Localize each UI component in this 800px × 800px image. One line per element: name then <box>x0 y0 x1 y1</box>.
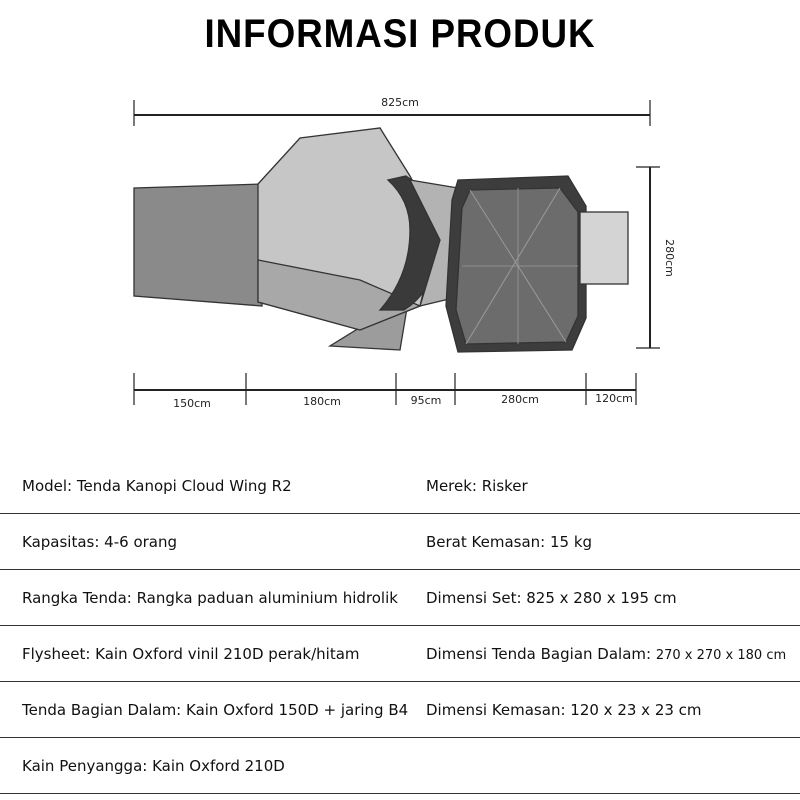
segment-label-3: 95cm <box>410 394 442 407</box>
spec-package-weight: Berat Kemasan: 15 kg <box>426 532 593 551</box>
spec-package-dimension: Dimensi Kemasan: 120 x 23 x 23 cm <box>426 700 702 719</box>
spec-inner-tent-dimension <box>426 645 786 663</box>
segment-label-1: 150cm <box>173 397 211 410</box>
segment-label-4: 280cm <box>501 393 539 406</box>
page-title: INFORMASI PRODUK <box>204 12 596 56</box>
spec-row <box>0 626 800 682</box>
spec-row <box>0 570 800 626</box>
tent-diagram <box>0 80 800 420</box>
spec-inner-tent-dimension-label: Dimensi Tenda Bagian Dalam: <box>426 644 652 663</box>
spec-row <box>0 738 800 794</box>
segment-label-5: 120cm <box>595 392 633 405</box>
total-length-label: 825cm <box>381 96 419 109</box>
spec-row <box>0 514 800 570</box>
spec-table <box>0 458 800 794</box>
height-dimension <box>636 167 660 348</box>
spec-flysheet: Flysheet: Kain Oxford vinil 210D perak/hitam <box>22 644 360 663</box>
tent-body <box>134 128 628 352</box>
spec-support-fabric: Kain Penyangga: Kain Oxford 210D <box>22 756 285 775</box>
spec-row <box>0 458 800 514</box>
spec-model: Model: Tenda Kanopi Cloud Wing R2 <box>22 476 292 495</box>
spec-inner-tent: Tenda Bagian Dalam: Kain Oxford 150D + jaring B4 <box>22 700 409 719</box>
height-label: 280cm <box>663 239 676 277</box>
spec-set-dimension: Dimensi Set: 825 x 280 x 195 cm <box>426 588 677 607</box>
spec-inner-tent-dimension-value: 270 x 270 x 180 cm <box>655 647 787 663</box>
segment-label-2: 180cm <box>303 395 341 408</box>
spec-row <box>0 682 800 738</box>
spec-frame: Rangka Tenda: Rangka paduan aluminium hidrolik <box>22 588 398 607</box>
spec-brand: Merek: Risker <box>426 476 528 495</box>
spec-capacity: Kapasitas: 4-6 orang <box>22 532 178 551</box>
